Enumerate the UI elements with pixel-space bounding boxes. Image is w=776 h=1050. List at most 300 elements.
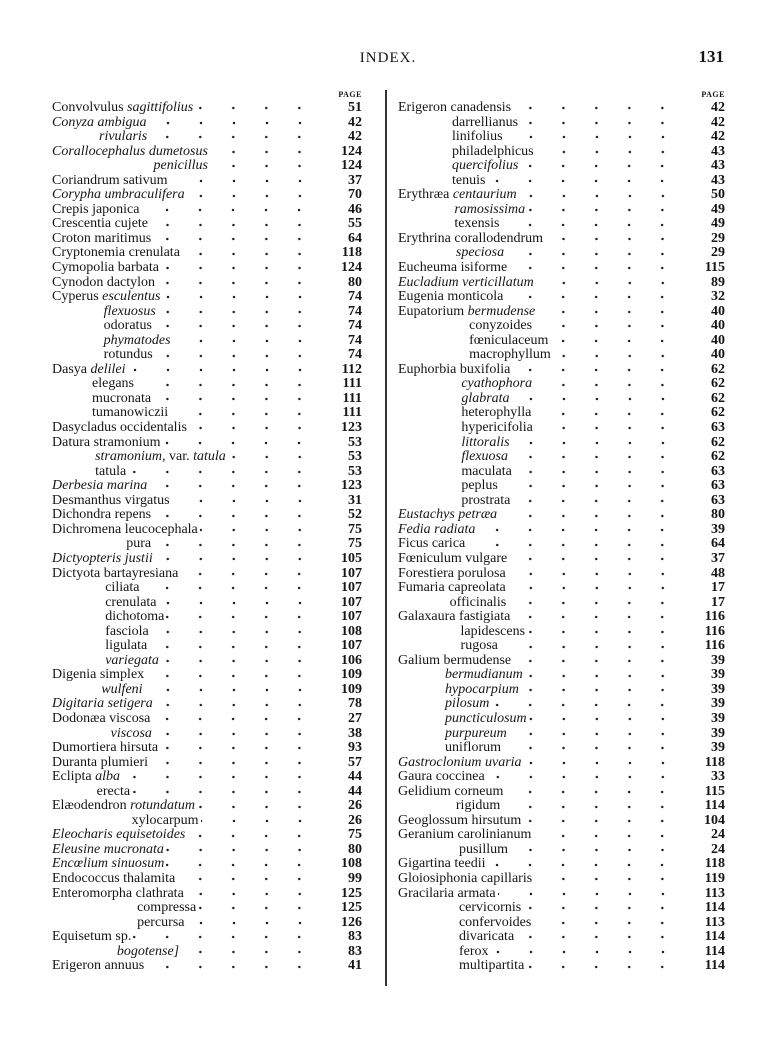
species-name: barbata — [117, 260, 159, 276]
index-entry — [52, 217, 362, 232]
index-entry — [52, 712, 362, 727]
index-entry — [52, 799, 362, 814]
entry-name — [52, 785, 130, 800]
species-name: ciliata — [105, 580, 140, 596]
page-reference: 74 — [348, 318, 362, 334]
entry-name — [52, 625, 149, 640]
page-reference: 39 — [711, 667, 725, 683]
dot-leader — [177, 874, 330, 884]
entry-name — [398, 465, 512, 480]
page-reference: 17 — [711, 594, 725, 610]
index-subentry — [398, 421, 725, 436]
index-subentry — [52, 785, 362, 800]
entry-name — [398, 159, 518, 174]
species-name: rotundatum — [130, 798, 195, 814]
index-entry — [398, 523, 725, 538]
entry-name — [398, 712, 527, 727]
dot-leader — [155, 700, 330, 710]
page-reference: 63 — [711, 492, 725, 508]
species-name: pusillum — [458, 841, 508, 857]
species-name: maculata — [461, 463, 512, 479]
dot-leader — [491, 700, 693, 710]
index-subentry — [398, 712, 725, 727]
page-reference: 93 — [348, 740, 362, 756]
dot-leader — [153, 394, 330, 404]
dot-leader — [534, 874, 693, 884]
index-entry — [398, 188, 725, 203]
index-subentry — [398, 596, 725, 611]
dot-leader — [545, 234, 693, 244]
species-name: bermudense — [443, 652, 512, 668]
species-name: teedii — [454, 856, 486, 872]
dot-leader — [210, 147, 330, 157]
species-name: pilosum — [445, 696, 490, 712]
entry-name — [52, 901, 196, 916]
species-name: carolinianum — [457, 827, 532, 843]
species-name: verticillatum — [462, 274, 534, 290]
entry-name — [398, 668, 523, 683]
index-entry — [398, 508, 725, 523]
index-entry — [52, 843, 362, 858]
dot-leader — [536, 147, 693, 157]
dot-leader — [136, 380, 330, 390]
dot-leader — [527, 205, 693, 215]
index-entry — [52, 232, 362, 247]
index-entry — [52, 872, 362, 887]
genus-name: Dictyota — [52, 565, 101, 581]
dot-leader — [153, 234, 330, 244]
species-name: ramosissima — [454, 201, 526, 217]
index-subentry — [52, 334, 362, 349]
index-entry — [398, 857, 725, 872]
species-name: capillaris — [480, 870, 533, 886]
dot-leader — [149, 481, 330, 491]
index-column-left — [52, 88, 362, 974]
species-name: buxifolia — [459, 361, 511, 377]
entry-name — [52, 450, 226, 465]
genus-name: Gaura — [398, 769, 433, 785]
genus-name: Cymopolia — [52, 260, 115, 276]
page-reference: 124 — [341, 158, 362, 174]
page-reference: 114 — [704, 958, 725, 974]
dot-leader — [525, 671, 693, 681]
entry-name — [398, 348, 551, 363]
entry-name — [398, 727, 507, 742]
dot-leader — [160, 743, 330, 753]
genus-name: Conyza — [52, 114, 94, 130]
genus-name: Dasycladus — [52, 420, 117, 436]
genus-name: Galaxaura — [398, 609, 456, 625]
species-name: occidentalis — [120, 420, 187, 436]
index-entry — [398, 887, 725, 902]
entry-name — [52, 406, 168, 421]
species-name: texensis — [454, 216, 500, 232]
index-subentry — [52, 596, 362, 611]
page-reference: 113 — [704, 885, 725, 901]
species-name: tumanowiczii — [92, 405, 169, 421]
page-reference: 44 — [348, 769, 362, 785]
page-reference: 39 — [711, 740, 725, 756]
entry-name — [398, 828, 531, 843]
page-reference: 48 — [711, 565, 725, 581]
dot-leader — [523, 816, 693, 826]
index-subentry — [398, 639, 725, 654]
dot-leader — [228, 452, 330, 462]
dot-leader — [161, 656, 330, 666]
dot-leader — [149, 642, 330, 652]
index-entry — [52, 756, 362, 771]
dot-leader — [153, 540, 330, 550]
dot-leader — [516, 932, 693, 942]
entry-name — [398, 188, 517, 203]
genus-name: Duranta — [52, 754, 98, 770]
index-entry — [398, 567, 725, 582]
index-subentry — [398, 159, 725, 174]
page-reference: 53 — [348, 434, 362, 450]
index-subentry — [398, 465, 725, 480]
dot-leader — [173, 336, 330, 346]
page-reference: 40 — [711, 318, 725, 334]
species-name: uvaria — [484, 754, 522, 770]
genus-name: Endococcus — [52, 870, 120, 886]
page-reference: 40 — [711, 347, 725, 363]
entry-name — [52, 101, 193, 116]
genus-name: Forestiera — [398, 565, 454, 581]
dot-leader — [151, 627, 330, 637]
species-name: penicillus — [153, 158, 208, 174]
dot-leader — [467, 540, 693, 550]
entry-name — [52, 930, 131, 945]
entry-name — [52, 916, 185, 931]
dot-leader — [506, 249, 693, 259]
page-reference: 39 — [711, 710, 725, 726]
entry-name — [52, 261, 159, 276]
page-reference: 24 — [711, 827, 725, 843]
species-name: uniflorum — [445, 740, 501, 756]
dot-leader — [150, 758, 330, 768]
entry-name — [52, 581, 139, 596]
entry-name — [398, 319, 532, 334]
page-reference: 62 — [711, 376, 725, 392]
entry-name — [52, 145, 208, 160]
dot-leader — [159, 598, 330, 608]
page-reference: 108 — [341, 856, 362, 872]
entry-name — [52, 174, 168, 189]
page-reference: 123 — [341, 420, 362, 436]
dot-leader — [487, 176, 693, 186]
entry-name — [52, 319, 152, 334]
index-subentry — [52, 406, 362, 421]
index-entry — [52, 203, 362, 218]
genus-name: Eucladium — [398, 274, 459, 290]
species-name: thalamita — [123, 870, 176, 886]
species-name: virgatus — [124, 492, 170, 508]
page-reference: 109 — [341, 681, 362, 697]
species-name: macrophyllum — [469, 347, 551, 363]
page-reference: 17 — [711, 580, 725, 596]
species-name: peplus — [461, 478, 498, 494]
index-entry — [52, 363, 362, 378]
species-name: bermudianum — [445, 667, 523, 683]
species-name: divaricata — [458, 929, 515, 945]
dot-leader — [520, 118, 693, 128]
species-name: mucronata — [103, 841, 164, 857]
entry-name — [52, 668, 144, 683]
species-name: umbraculifera — [104, 187, 185, 203]
species-name: crenulata — [128, 245, 180, 261]
index-entry — [398, 363, 725, 378]
genus-name: Erythræa — [398, 187, 450, 203]
species-name: sagittifolius — [127, 100, 194, 115]
entry-name — [52, 959, 144, 974]
index-entry — [52, 261, 362, 276]
entry-name — [52, 596, 157, 611]
dot-leader — [154, 321, 330, 331]
entry-name — [398, 596, 506, 611]
page-reference: 62 — [711, 390, 725, 406]
index-subentry — [398, 843, 725, 858]
page-reference: 107 — [341, 580, 362, 596]
entry-name — [398, 276, 534, 291]
genus-name: Digitaria — [52, 696, 105, 712]
index-entry — [398, 537, 725, 552]
species-name: japonica — [92, 201, 140, 217]
dot-leader — [512, 438, 693, 448]
index-subentry — [398, 450, 725, 465]
species-name: multipartita — [458, 958, 525, 974]
page-reference: 126 — [341, 914, 362, 930]
species-name: linifolius — [451, 129, 503, 145]
entry-name — [398, 377, 532, 392]
index-subentry — [52, 305, 362, 320]
dot-leader — [157, 278, 330, 288]
entry-name — [52, 203, 139, 218]
index-entry — [398, 290, 725, 305]
index-subentry — [398, 174, 725, 189]
entry-name — [52, 508, 151, 523]
genus-name: Encœlium — [52, 856, 108, 872]
page-reference: 78 — [348, 696, 362, 712]
dot-leader — [200, 525, 330, 535]
index-subentry — [398, 799, 725, 814]
species-name: simplex — [99, 667, 145, 683]
index-subentry — [398, 145, 725, 160]
page-reference: 57 — [348, 754, 362, 770]
entry-name — [52, 276, 155, 291]
genus-name: Gloiosiphonia — [398, 870, 478, 886]
index-subentry — [398, 697, 725, 712]
entry-name — [52, 828, 185, 843]
genus-name: Dumortiera — [52, 740, 117, 756]
entry-name — [52, 799, 195, 814]
index-entry — [52, 276, 362, 291]
species-name: viscosa — [109, 710, 151, 726]
dot-leader — [141, 583, 330, 593]
entry-name — [52, 552, 153, 567]
index-subentry — [52, 683, 362, 698]
genus-name: Coriandrum — [52, 172, 120, 188]
entry-name — [52, 217, 148, 232]
index-subentry — [52, 916, 362, 931]
species-name: fasciola — [105, 623, 149, 639]
index-entry — [52, 857, 362, 872]
page-reference: 74 — [348, 303, 362, 319]
page-reference: 24 — [711, 841, 725, 857]
dot-leader — [187, 831, 330, 841]
page-reference: 63 — [711, 478, 725, 494]
species-name: cervicornis — [458, 900, 522, 916]
page-reference: 64 — [711, 536, 725, 552]
index-subentry — [398, 217, 725, 232]
page-reference: 37 — [348, 172, 362, 188]
dot-leader — [145, 685, 330, 695]
entry-name — [52, 246, 180, 261]
page-reference: 118 — [341, 245, 362, 261]
genus-name: Equisetum — [52, 929, 112, 945]
index-subentry — [52, 465, 362, 480]
page-reference: 124 — [341, 260, 362, 276]
index-subentry — [52, 159, 362, 174]
page-reference: 106 — [341, 652, 362, 668]
entry-name — [52, 305, 156, 320]
dot-leader — [510, 452, 693, 462]
species-name: annuus — [104, 958, 145, 974]
species-name: tenuis — [451, 172, 486, 188]
species-name: lapidescens — [460, 623, 526, 639]
species-name: tatula — [95, 463, 127, 479]
index-entry — [52, 697, 362, 712]
genus-name: Dictyopteris — [52, 550, 122, 566]
dot-leader — [520, 161, 693, 171]
dot-leader — [550, 336, 693, 346]
dot-leader — [534, 321, 693, 331]
index-subentry — [52, 319, 362, 334]
species-name: xylocarpum — [131, 812, 199, 828]
dot-leader — [524, 758, 693, 768]
dot-leader — [535, 423, 693, 433]
dot-leader — [162, 438, 330, 448]
species-name: cyathophora — [461, 376, 533, 392]
species-name: rugosa — [460, 638, 498, 654]
dot-leader — [513, 103, 693, 113]
dot-leader — [166, 860, 330, 870]
entry-name — [52, 857, 164, 872]
index-subentry — [398, 668, 725, 683]
entry-name — [52, 232, 151, 247]
species-name: sativum — [123, 172, 168, 188]
page-reference: 114 — [704, 929, 725, 945]
page-reference: 46 — [348, 201, 362, 217]
genus-name: Erigeron — [398, 100, 447, 115]
index-entry — [52, 508, 362, 523]
page-reference: 107 — [341, 565, 362, 581]
index-entry — [398, 872, 725, 887]
index-entry — [398, 305, 725, 320]
dot-leader — [523, 903, 693, 913]
dot-leader — [149, 118, 331, 128]
page-reference: 39 — [711, 681, 725, 697]
page-reference: 38 — [348, 725, 362, 741]
dot-leader — [526, 962, 693, 972]
species-name: radiata — [434, 521, 476, 537]
genus-name: Dodonæa — [52, 710, 106, 726]
species-name: rivularis — [99, 129, 148, 145]
page-reference: 43 — [711, 143, 725, 159]
index-entry — [52, 290, 362, 305]
page-reference: 43 — [711, 158, 725, 174]
index-entry — [52, 930, 362, 945]
dot-leader — [166, 612, 330, 622]
index-subentry — [398, 436, 725, 451]
genus-name: Datura — [52, 434, 91, 450]
genus-name: Euphorbia — [398, 361, 457, 377]
species-name: officinalis — [449, 594, 507, 610]
dot-leader — [187, 918, 330, 928]
genus-name: Dasya — [52, 361, 87, 377]
entry-name — [52, 610, 164, 625]
dot-leader — [172, 496, 330, 506]
page-reference: 53 — [348, 463, 362, 479]
species-name: littoralis — [461, 434, 510, 450]
index-entry — [52, 668, 362, 683]
index-subentry — [398, 930, 725, 945]
entry-name — [398, 523, 475, 538]
index-entry — [398, 261, 725, 276]
genus-name: Eustachys — [398, 507, 455, 523]
index-entry — [52, 145, 362, 160]
page-reference: 29 — [711, 230, 725, 246]
entry-name — [52, 188, 185, 203]
entry-name — [398, 246, 504, 261]
entry-name — [52, 494, 170, 509]
index-entry — [398, 552, 725, 567]
page-reference: 80 — [348, 274, 362, 290]
species-name: compressa — [137, 900, 197, 916]
index-entry — [52, 479, 362, 494]
dot-leader — [152, 714, 330, 724]
species-name: phymatodes — [103, 332, 171, 348]
page-reference: 111 — [342, 405, 362, 421]
page-reference: 83 — [348, 943, 362, 959]
index-subentry — [52, 625, 362, 640]
entry-name — [398, 741, 501, 756]
index-subentry — [52, 392, 362, 407]
dot-leader — [533, 409, 693, 419]
index-entry — [398, 654, 725, 669]
index-entry — [398, 276, 725, 291]
species-name: isiforme — [460, 260, 508, 276]
dot-leader — [166, 845, 330, 855]
entry-name — [398, 290, 503, 305]
entry-name — [398, 145, 534, 160]
genus-name: Erythrina — [398, 230, 451, 246]
page-reference: 52 — [348, 507, 362, 523]
genus-name: Eclipta — [52, 769, 92, 785]
page-reference: 62 — [711, 434, 725, 450]
species-name: porulosa — [457, 565, 506, 581]
species-name: plumieri — [100, 754, 149, 770]
genus-name: Corypha — [52, 187, 101, 203]
entry-name — [398, 101, 511, 116]
entry-name — [52, 727, 152, 742]
entry-name — [52, 392, 151, 407]
page-reference: 89 — [711, 274, 725, 290]
species-name: rigidum — [455, 798, 501, 814]
species-name: setigera — [107, 696, 153, 712]
dot-leader — [487, 772, 693, 782]
dot-leader — [512, 612, 693, 622]
index-subentry — [398, 901, 725, 916]
